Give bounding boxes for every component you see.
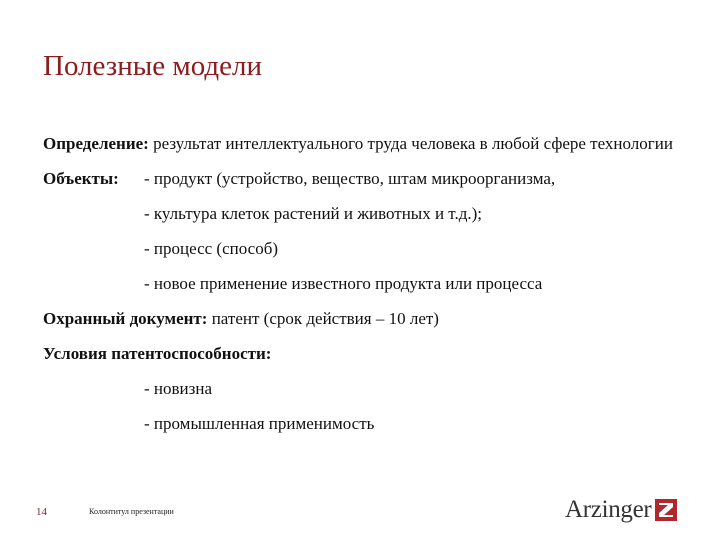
definition-label: Определение: [43, 134, 149, 153]
objects-row [43, 167, 683, 190]
conditions-heading [43, 342, 683, 365]
objects-item-1: - продукт (устройство, вещество, штам микроорганизма, [144, 169, 556, 188]
protection-paragraph [43, 307, 683, 330]
definition-paragraph [43, 132, 683, 155]
definition-text: результат интеллектуального труда человека в любой сфере технологии [148, 134, 673, 153]
objects-item-2: - культура клеток растений и животных и т.д.); [144, 204, 482, 223]
page-number: 14 [36, 506, 47, 518]
objects-label: Объекты: [43, 169, 119, 188]
company-logo [565, 496, 677, 524]
protection-label: Охранный документ: [43, 309, 208, 328]
page-title: Полезные модели [43, 50, 262, 82]
conditions-item-2: - промышленная применимость [144, 414, 375, 433]
protection-text: патент (срок действия – 10 лет) [207, 309, 439, 328]
arzinger-logo-mark-icon [655, 499, 677, 521]
objects-item-4: - новое применение известного продукта или процесса [144, 274, 543, 293]
footer-text: Колонтитул презентации [89, 507, 174, 516]
logo-text: Arzinger [565, 496, 652, 523]
objects-item-3: - процесс (способ) [144, 239, 278, 258]
conditions-item-1: - новизна [144, 379, 212, 398]
conditions-label: Условия патентоспособности: [43, 344, 272, 363]
slide-content [43, 132, 683, 447]
